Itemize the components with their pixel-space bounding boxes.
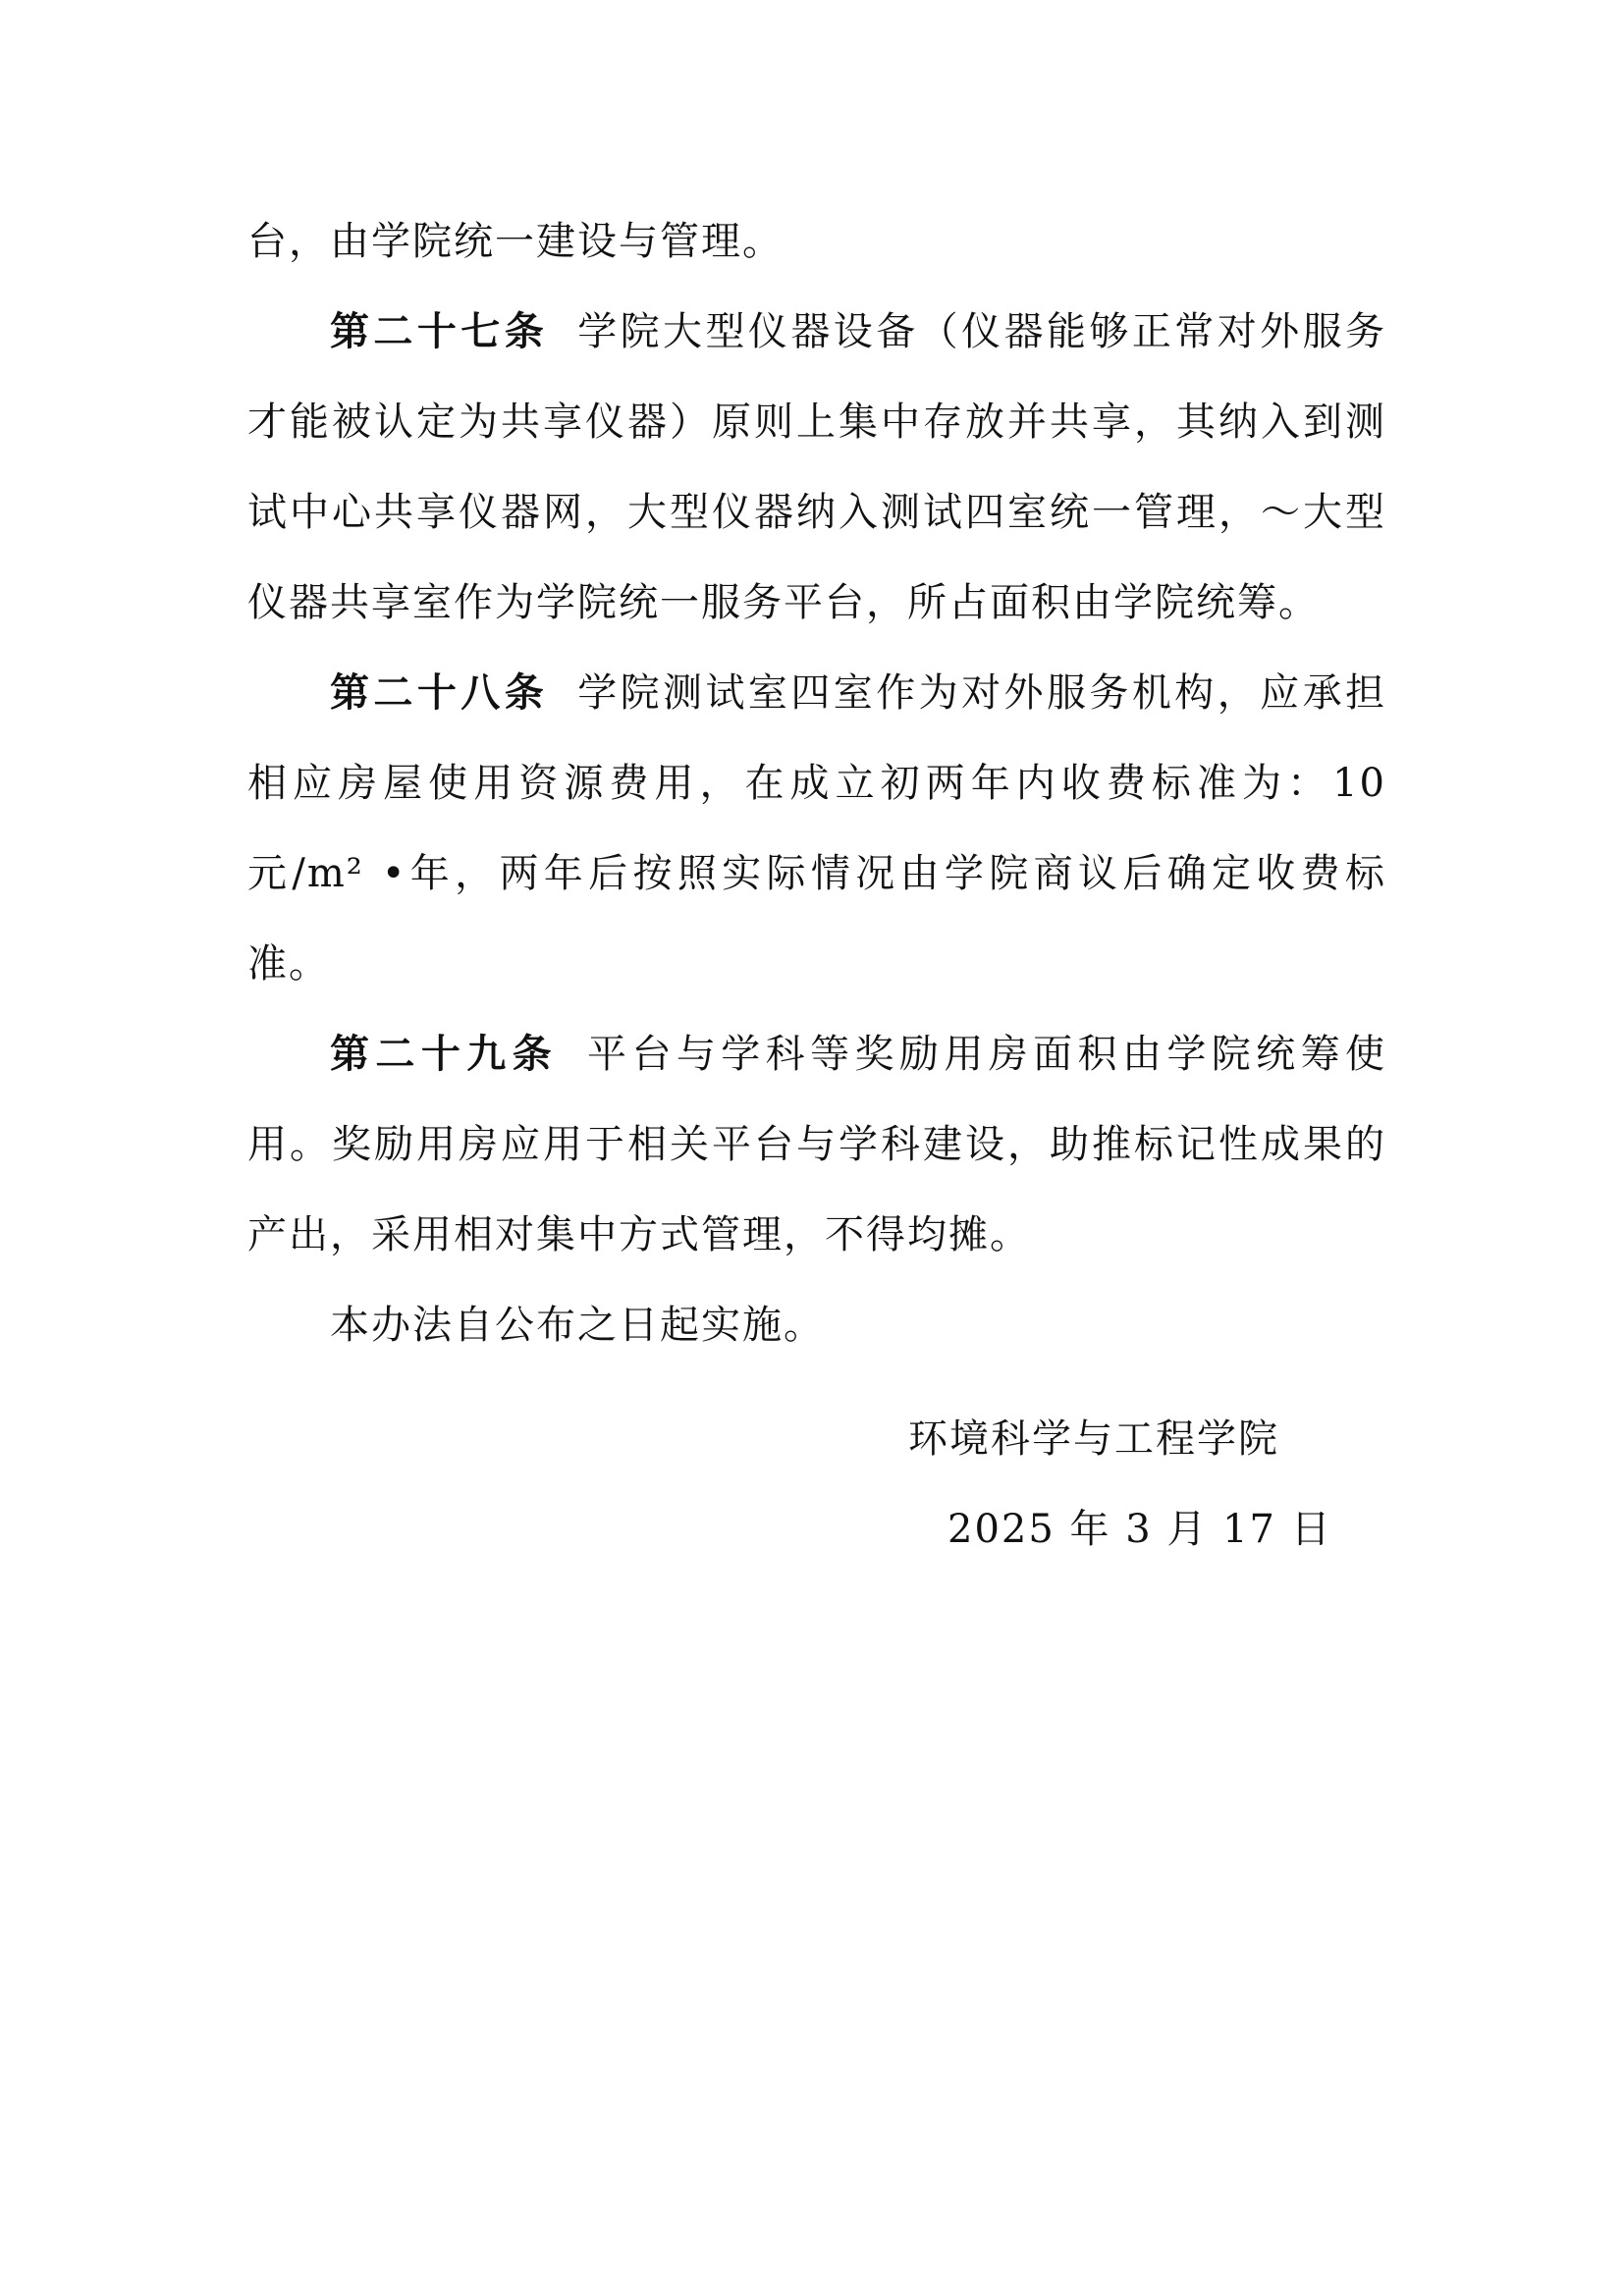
signature-block bbox=[884, 1394, 1394, 1575]
article-text: 平台与学科等奖励用房面积由学院统筹使用。奖励用房应用于相关平台与学科建设，助推标记性成果的产出，采用相对集中方式管理，不得均摊。 bbox=[247, 1032, 1387, 1257]
effective-clause bbox=[247, 1280, 1386, 1370]
article-text: 学院大型仪器设备（仪器能够正常对外服务才能被认定为共享仪器）原则上集中存放并共享，其纳入到测试中心共享仪器网，大型仪器纳入测试四室统一管理，～大型仪器共享室作为学院统一服务平台，所占面积由学院统筹。 bbox=[247, 309, 1387, 625]
article-heading: 第二十九条 bbox=[330, 1032, 559, 1077]
article-27 bbox=[247, 287, 1386, 648]
paragraph-text: 本办法自公布之日起实施。 bbox=[330, 1303, 825, 1348]
article-28 bbox=[247, 648, 1386, 1009]
article-heading: 第二十八条 bbox=[330, 670, 549, 716]
signature-organization: 环境科学与工程学院 bbox=[908, 1416, 1279, 1462]
article-29 bbox=[247, 1009, 1386, 1280]
article-text: 学院测试室四室作为对外服务机构，应承担相应房屋使用资源费用，在成立初两年内收费标准为：10元/m² •年，两年后按照实际情况由学院商议后确定收费标准。 bbox=[247, 670, 1387, 987]
paragraph-text: 台，由学院统一建设与管理。 bbox=[247, 219, 784, 264]
paragraph-continuation bbox=[247, 196, 1386, 287]
signature-date: 2025 年 3 月 17 日 bbox=[947, 1507, 1332, 1552]
article-heading: 第二十七条 bbox=[330, 309, 549, 354]
document-body bbox=[247, 196, 1386, 1370]
